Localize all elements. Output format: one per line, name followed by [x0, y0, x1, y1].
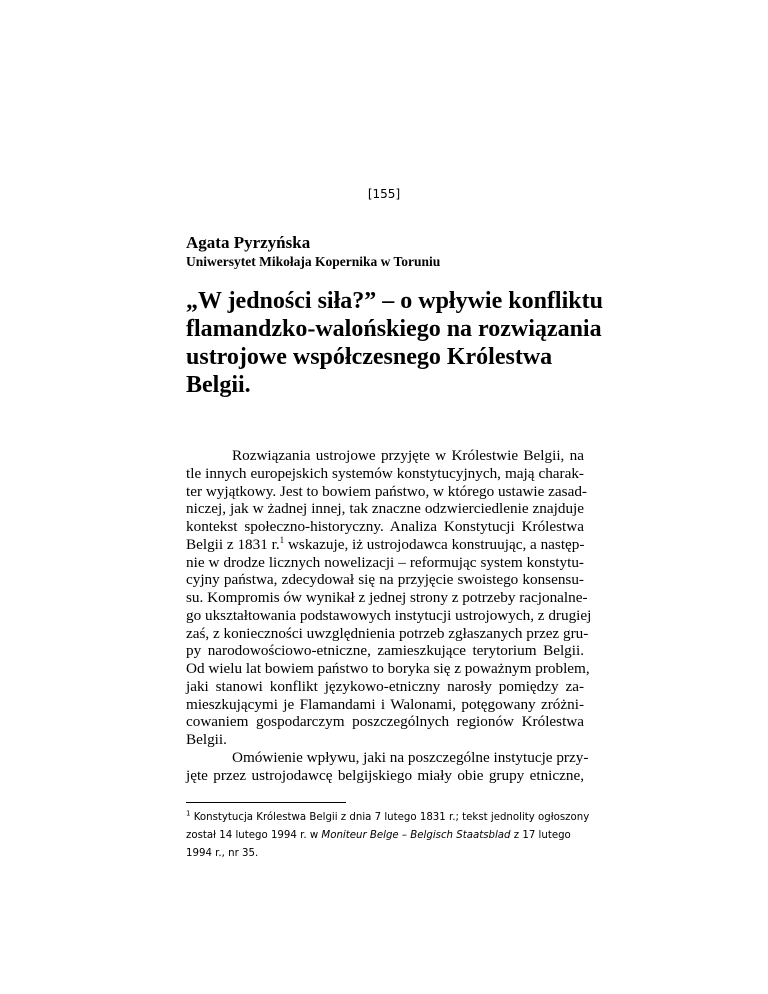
footnote-journal-title: Moniteur Belge – Belgisch Staatsblad [321, 830, 511, 841]
title-line: flamandzko-walońskiego na rozwiązania [186, 316, 602, 342]
title-line: „W jedności siła?” – o wpływie konfliktu [186, 288, 603, 314]
body-line: Belgii. [186, 731, 227, 748]
title-line: Belgii. [186, 372, 251, 398]
footnote-text: Konstytucja Królestwa Belgii z dnia 7 lutego 1831 r.; tekst jednolity ogłoszony [190, 812, 590, 823]
body-line: cowaniem gospodarczym poszczególnych regionów Królestwa [186, 713, 584, 731]
body-line: cyjny państwa, zdecydował się na przyjęcie swoistego konsensu- [186, 571, 584, 589]
body-line: Omówienie wpływu, jaki na poszczególne instytucje przy- [232, 748, 589, 766]
footnote [186, 809, 590, 863]
footnote-line [186, 827, 584, 845]
author-name: Agata Pyrzyńska [186, 233, 311, 252]
body-line: go ukształtowania podstawowych instytucji ustrojowych, z drugiej [186, 606, 592, 624]
footnote-line [186, 809, 590, 827]
body-line-part: wskazuje, iż ustrojodawca konstruując, a następ- [284, 535, 585, 553]
body-line-part: Belgii z 1831 r. [186, 535, 280, 553]
body-line: jaki stanowi konflikt językowo-etniczny narosły pomiędzy za- [186, 677, 584, 695]
article-title [186, 287, 626, 399]
footnote-number: 1 [186, 809, 191, 818]
body-line: kontekst społeczno-historyczny. Analiza Konstytucji Królestwa [186, 518, 584, 535]
body-line: zaś, z konieczności uwzględnienia potrzeb zgłaszanych przez gru- [186, 624, 589, 642]
author-affiliation: Uniwersytet Mikołaja Kopernika w Toruniu [186, 254, 441, 269]
footnote-separator [186, 802, 346, 803]
body-line: ter wyjątkowy. Jest to bowiem państwo, w którego ustawie zasad- [186, 482, 587, 500]
body-line: Rozwiązania ustrojowe przyjęte w Królestwie Belgii, na [232, 447, 584, 464]
body-line: py narodowościowo-etniczne, zamieszkujące terytorium Belgii. [186, 642, 584, 660]
title-line: ustrojowe współczesnego Królestwa [186, 344, 553, 370]
body-line: mieszkującymi je Flamandami i Walonami, potęgowany zróżni- [186, 695, 584, 713]
body-line: niczej, jak w żadnej innej, tak znaczne odzwierciedlenie znajduje [186, 500, 584, 518]
footnote-line: 1994 r., nr 35. [186, 848, 259, 859]
body-line: jęte przez ustrojodawcę belgijskiego miały obie grupy etniczne, [186, 766, 584, 784]
footnote-reference: 1 [279, 534, 285, 545]
footnote-text: został 14 lutego 1994 r. w [186, 830, 322, 841]
page-number: [155] [367, 187, 401, 201]
body-line-with-footnote [186, 536, 584, 554]
body-line: Od wielu lat bowiem państwo to boryka się z poważnym problem, [186, 660, 590, 677]
body-line: nie w drodze licznych nowelizacji – reformując system konstytu- [186, 553, 584, 571]
body-line: su. Kompromis ów wynikał z jednej strony z potrzeby racjonalne- [186, 589, 588, 606]
footnote-text: z 17 lutego [510, 830, 571, 841]
body-line: tle innych europejskich systemów konstytucyjnych, mają charak- [186, 464, 584, 482]
article-body [186, 447, 592, 784]
